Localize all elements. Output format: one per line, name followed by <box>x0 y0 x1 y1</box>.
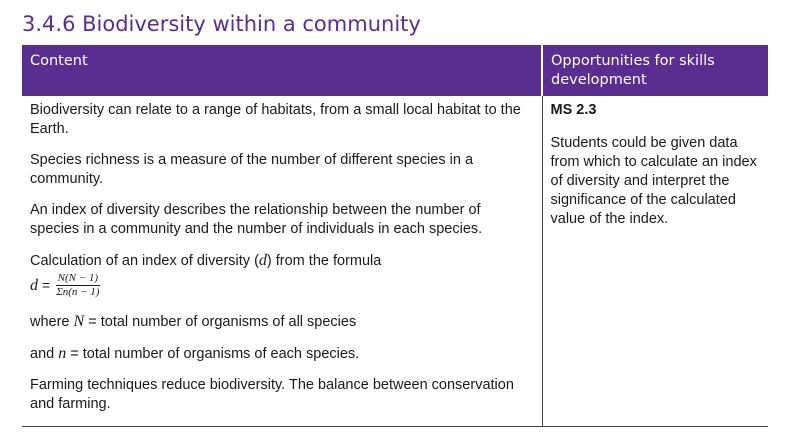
formula-numerator: N(N − 1) <box>57 271 99 284</box>
formula-fraction <box>54 273 101 298</box>
formula-intro-before: Calculation of an index of diversity ( <box>30 253 259 269</box>
section-title <box>22 12 421 36</box>
content-cell <box>22 96 542 427</box>
skills-cell <box>542 96 768 427</box>
formula-denominator: Σn(n − 1) <box>56 285 100 298</box>
definition-N-prefix: where <box>30 314 74 330</box>
definition-n-prefix: and <box>30 346 59 362</box>
table-header-row <box>22 45 768 96</box>
formula-intro-after: ) from the formula <box>266 253 382 269</box>
skills-description-text: Students could be given data from which to calculate an index of diversity and interpret the significance of the calculated value of the index. <box>550 135 757 227</box>
species-richness-text: Species richness is a measure of the number of different species in a community. <box>30 152 474 187</box>
specification-table <box>22 45 768 427</box>
table-row <box>22 96 768 427</box>
formula-equals: = <box>42 276 51 293</box>
ms-reference-label: MS 2.3 <box>550 102 597 118</box>
farming-techniques-text: Farming techniques reduce biodiversity. The balance between conservation and farming. <box>30 377 514 412</box>
definition-n-text <box>30 344 534 364</box>
formula-intro-text <box>30 251 534 271</box>
formula-lhs: d <box>30 276 38 294</box>
section-heading: Biodiversity within a community <box>82 12 421 36</box>
definition-n-suffix: = total number of organisms of each species. <box>66 346 360 362</box>
formula-intro-var: d <box>258 252 267 269</box>
section-number: 3.4.6 <box>22 12 76 36</box>
biodiversity-habitats-text: Biodiversity can relate to a range of habitats, from a small local habitat to the Earth. <box>30 102 521 137</box>
skills-column-header: Opportunities for skills development <box>542 45 768 96</box>
definition-N-suffix: = total number of organisms of all species <box>84 314 357 330</box>
definition-N-text <box>30 312 534 332</box>
content-column-header: Content <box>22 45 542 96</box>
definition-n-var: n <box>58 345 67 362</box>
diversity-formula <box>30 272 534 298</box>
definition-N-var: N <box>73 313 85 330</box>
index-of-diversity-text: An index of diversity describes the relationship between the number of species in a community and the number of individuals in each species. <box>30 202 483 237</box>
